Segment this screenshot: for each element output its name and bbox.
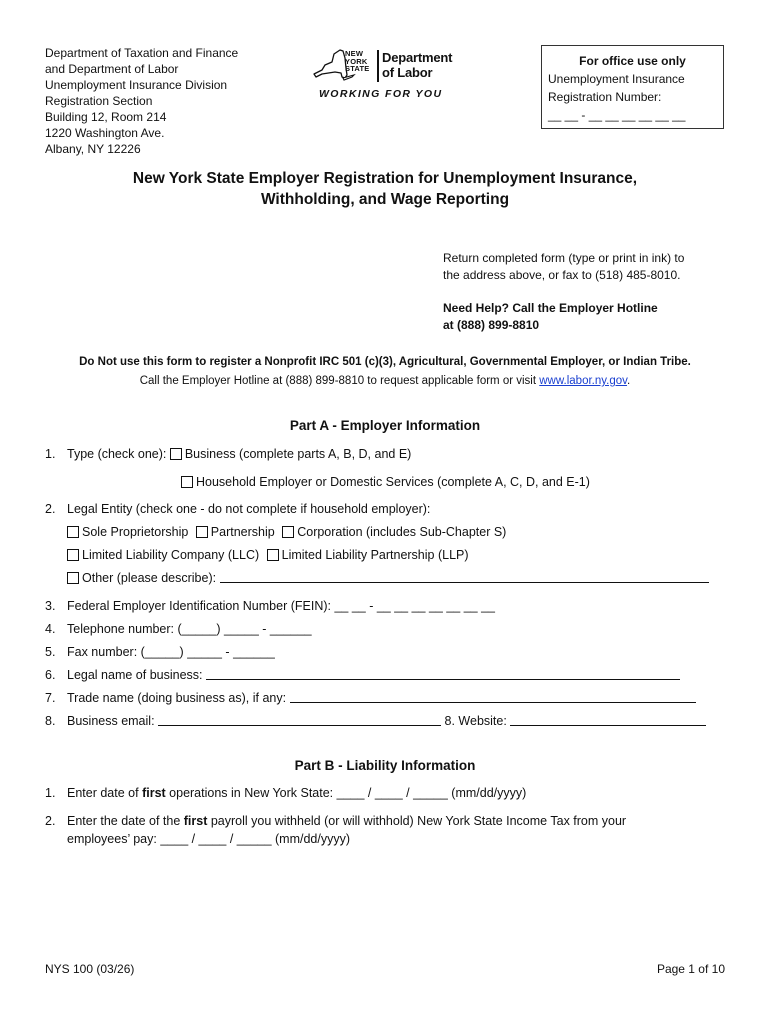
question-type: 1. Type (check one): Business (complete parts A, B, D, and E) [45,447,412,461]
llc-checkbox[interactable] [67,549,79,561]
help-hotline: Need Help? Call the Employer Hotline at (888) 899-8810 [443,301,658,332]
business-email-field[interactable] [158,714,441,726]
question-legal-name: 6. Legal name of business: [45,667,680,683]
address-line: and Department of Labor [45,62,179,76]
trade-name-field[interactable] [290,691,696,703]
sole-proprietorship-checkbox[interactable] [67,526,79,538]
address-line: Unemployment Insurance Division [45,78,228,92]
eligibility-warning: Do Not use this form to register a Nonprofit IRC 501 (c)(3), Agricultural, Governmental Employer, or Indian Tribe. [79,356,691,368]
form-title: New York State Employer Registration for Unemployment Insurance, Withholding, and Wage Reporting [132,170,638,208]
labor-website-link[interactable]: www.labor.ny.gov [539,375,628,387]
household-employer-checkbox[interactable] [181,476,193,488]
question-legal-entity: 2. Legal Entity (check one - do not complete if household employer): [45,502,431,516]
address-line: Building 12, Room 214 [45,110,167,124]
return-instructions: Return completed form (type or print in ink) to the address above, or fax to (518) 485-8010. [443,251,685,282]
other-entity-checkbox[interactable] [67,572,79,584]
office-use-heading: For office use only [579,54,686,68]
office-use-line: Registration Number: [548,90,662,104]
question-trade-name: 7. Trade name (doing business as), if any: [45,690,696,706]
question-fax: 5. Fax number: (_____) _____ - ______ [45,645,275,659]
legal-name-field[interactable] [206,668,680,680]
partnership-checkbox[interactable] [196,526,208,538]
first-payroll-date-field[interactable]: employees’ pay: ____ / ____ / _____ (mm/dd/yyyy) [67,832,351,846]
other-entity-description-field[interactable] [220,571,709,583]
website-field[interactable] [510,714,706,726]
first-operations-date-field[interactable]: operations in New York State: ____ / ____ / _____ (mm/dd/yyyy) [165,786,527,800]
question-telephone: 4. Telephone number: (_____) _____ - ______ [45,622,312,636]
question-fein: 3. Federal Employer Identification Number (FEIN): __ __ - __ __ __ __ __ __ __ [45,599,496,613]
registration-number-blank: __ __ - __ __ __ __ __ __ [548,108,686,122]
question-first-payroll-date: 2. Enter the date of the first payroll you withheld (or will withhold) New York State Income Tax from your [45,814,627,828]
part-a-heading: Part A - Employer Information [289,418,481,433]
page-number: Page 1 of 10 [656,962,725,976]
fax-field[interactable]: Fax number: (_____) _____ - ______ [67,645,275,659]
agency-address [45,45,238,157]
address-line: Registration Section [45,94,153,108]
hotline-notice: Call the Employer Hotline at (888) 899-8810 to request applicable form or visit www.labor.ny.gov. [139,375,631,387]
office-use-box [541,45,724,129]
address-line: Albany, NY 12226 [45,142,141,156]
logo-tagline: WORKING FOR YOU [319,88,443,100]
address-line: Department of Taxation and Finance [45,46,239,60]
legal-entity-options-row1: Sole Proprietorship Partnership Corporation (includes Sub-Chapter S) [67,524,506,540]
corporation-checkbox[interactable] [282,526,294,538]
logo-state-name: NEW YORK STATE [345,49,370,73]
telephone-field[interactable]: Telephone number: (_____) _____ - ______ [67,622,312,636]
business-checkbox[interactable] [170,448,182,460]
address-line: 1220 Washington Ave. [45,126,165,140]
question-email-website: 8. Business email: 8. Website: [45,713,706,729]
logo-department-name: Department of Labor [382,50,453,80]
legal-entity-options-row2: Limited Liability Company (LLC) Limited Liability Partnership (LLP) [67,547,469,563]
form-id: NYS 100 (03/26) [45,962,135,976]
department-of-labor-logo [312,46,462,102]
question-type-option-household: Household Employer or Domestic Services (complete A, C, D, and E-1) [181,474,590,490]
fein-field[interactable]: Federal Employer Identification Number (FEIN): __ __ - __ __ __ __ __ __ __ [67,599,496,613]
legal-entity-other: Other (please describe): [67,570,709,586]
logo-divider [377,50,379,82]
llp-checkbox[interactable] [267,549,279,561]
part-b-heading: Part B - Liability Information [294,758,476,773]
question-first-operations-date: 1. Enter date of first operations in New York State: ____ / ____ / _____ (mm/dd/yyyy) [45,786,527,800]
office-use-line: Unemployment Insurance [548,72,685,86]
